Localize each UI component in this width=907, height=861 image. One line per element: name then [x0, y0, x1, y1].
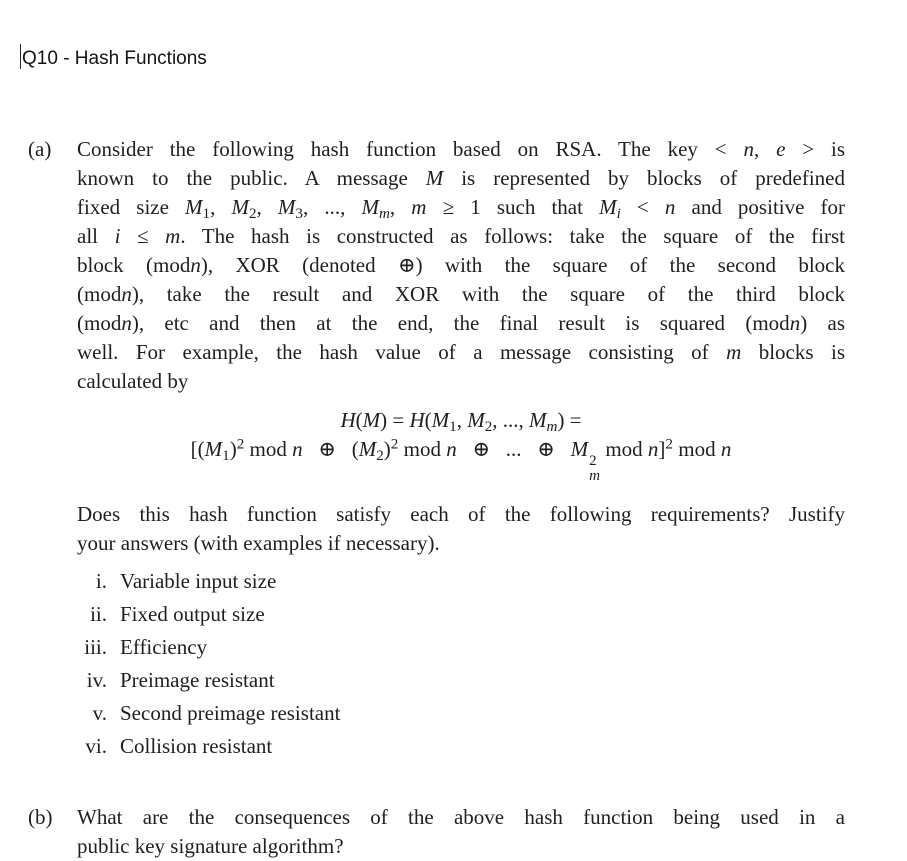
page-title: Q10 - Hash Functions — [22, 48, 207, 69]
text-line: well. For example, the hash value of a message consisting of m blocks is — [77, 340, 845, 364]
text-line: (modn), etc and then at the end, the final result is squared (modn) as — [77, 311, 845, 335]
text-line: What are the consequences of the above hash function being used in a — [77, 805, 845, 830]
requirement-label: Variable input size — [120, 569, 277, 594]
requirement-label: Fixed output size — [120, 602, 265, 627]
text-line: fixed size $M_1$, $M_2$, $M_3$, ..., $M_m$, m ≥ 1 such that $M_i < n$ and positive for — [77, 195, 846, 222]
part-a-label: (a) — [28, 137, 52, 161]
text-line: block (modn), XOR (denoted ⊕) with the square of the second block — [77, 253, 845, 277]
part-b-label: (b) — [28, 805, 53, 830]
requirements-list — [77, 567, 845, 761]
question-part-b — [0, 803, 907, 861]
part-b-body — [77, 803, 845, 861]
requirement-numeral: iii. — [84, 635, 107, 660]
text-line: public key signature algorithm? — [77, 834, 344, 859]
text-line: Does this hash function satisfy each of the following requirements? Justify — [77, 502, 845, 527]
requirement-numeral: iv. — [86, 668, 107, 693]
text-line: your answers (with examples if necessary). — [77, 531, 440, 556]
part-a-followup-paragraph — [77, 500, 845, 558]
question-part-a — [0, 135, 907, 765]
requirement-label: Preimage resistant — [120, 668, 275, 693]
requirement-item — [77, 600, 845, 629]
requirement-numeral: i. — [95, 569, 107, 594]
requirement-label: Second preimage resistant — [120, 701, 341, 726]
requirement-item — [77, 633, 845, 662]
requirement-label: Efficiency — [120, 635, 208, 660]
text-cursor — [20, 44, 21, 69]
requirement-item — [77, 699, 845, 728]
formula-line-2: [$(M_1)^2$ mod n ⊕ $(M_2)^2$ mod n ⊕ ... ⊕ M 2 m mod n]$^2$ mod n — [190, 436, 732, 484]
hash-formula — [77, 406, 845, 483]
requirement-numeral: vi. — [85, 734, 107, 759]
requirement-numeral: v. — [92, 701, 107, 726]
requirement-item — [77, 732, 845, 761]
text-line: Consider the following hash function based on RSA. The key < n, e > is — [77, 137, 845, 161]
formula-line-1: $H(M) = H(M_1$, $M_2$, ..., $M_m$) = — [340, 408, 582, 435]
part-a-body — [77, 135, 845, 765]
requirement-item — [77, 567, 845, 596]
text-line: (modn), take the result and XOR with the square of the third block — [77, 282, 845, 306]
document-title-line[interactable] — [0, 0, 907, 72]
text-line: all i ≤ m. The hash is constructed as follows: take the square of the first — [77, 224, 845, 248]
requirement-item — [77, 666, 845, 695]
text-line: calculated by — [77, 369, 189, 393]
text-line: known to the public. A message M is represented by blocks of predefined — [77, 166, 845, 190]
requirement-label: Collision resistant — [120, 734, 273, 759]
requirement-numeral: ii. — [90, 602, 107, 627]
part-a-paragraph — [77, 135, 845, 396]
part-b-paragraph — [77, 803, 845, 861]
